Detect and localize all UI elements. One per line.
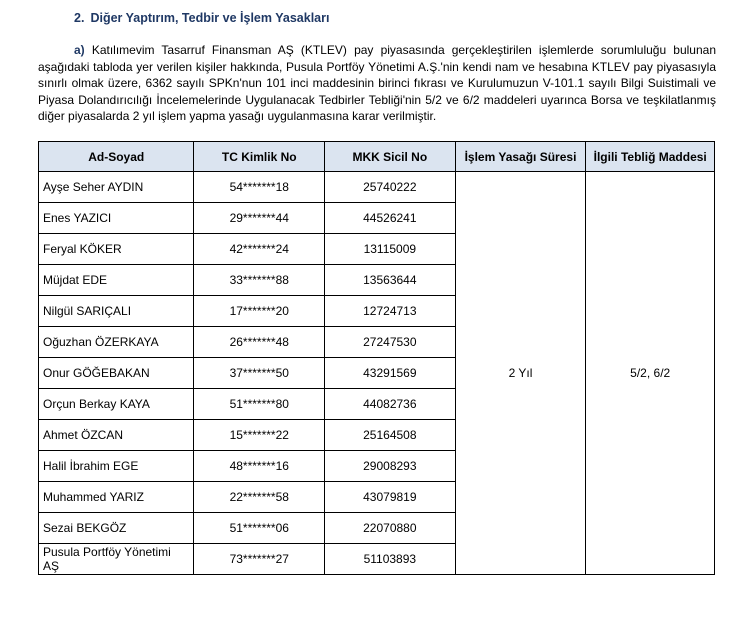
header-ban-duration: İşlem Yasağı Süresi — [455, 142, 586, 172]
cell-ban-duration: 2 Yıl — [455, 172, 586, 575]
cell-mkk-no: 43079819 — [325, 482, 456, 513]
cell-tc-no: 17*******20 — [194, 296, 325, 327]
cell-mkk-no: 27247530 — [325, 327, 456, 358]
cell-tc-no: 15*******22 — [194, 420, 325, 451]
cell-name: Orçun Berkay KAYA — [39, 389, 194, 420]
cell-tc-no: 29*******44 — [194, 203, 325, 234]
header-tc-no: TC Kimlik No — [194, 142, 325, 172]
table-header-row — [39, 142, 715, 172]
paragraph-line: diğer piyasalarda 2 yıl işlem yapma yasağı uygulanmasına karar verilmiştir. — [38, 109, 437, 124]
header-mkk-no: MKK Sicil No — [325, 142, 456, 172]
cell-regulation-article: 5/2, 6/2 — [586, 172, 715, 575]
cell-name: Onur GÖĞEBAKAN — [39, 358, 194, 389]
paragraph-label: a) — [74, 43, 85, 57]
cell-tc-no: 26*******48 — [194, 327, 325, 358]
cell-name: Muhammed YARIZ — [39, 482, 194, 513]
cell-mkk-no: 22070880 — [325, 513, 456, 544]
section-heading — [74, 11, 329, 25]
cell-mkk-no: 44526241 — [325, 203, 456, 234]
cell-mkk-no: 25740222 — [325, 172, 456, 203]
cell-mkk-no: 13563644 — [325, 265, 456, 296]
cell-mkk-no: 43291569 — [325, 358, 456, 389]
cell-tc-no: 51*******80 — [194, 389, 325, 420]
paragraph-line: aşağıdaki tabloda yer verilen kişiler hakkında, Pusula Portföy Yönetimi A.Ş.'nin kendi nam ve hesabına KTLEV pay piyasasıyla — [38, 59, 716, 74]
cell-tc-no: 37*******50 — [194, 358, 325, 389]
cell-tc-no: 54*******18 — [194, 172, 325, 203]
table-row — [39, 172, 715, 203]
cell-tc-no: 48*******16 — [194, 451, 325, 482]
paragraph-line: sınırlı olmak üzere, 6362 sayılı SPKn'nun 101 inci maddesinin birinci fıkrası ve Kurulumuzun V-101.1 sayılı Bilgi Suistimali ve — [38, 76, 716, 91]
cell-mkk-no: 29008293 — [325, 451, 456, 482]
paragraph-line: Piyasa Dolandırıcılığı İncelemelerinde Uygulanacak Tedbirler Tebliği'nin 5/2 ve 6/2 maddeleri uyarınca Borsa ve teşkilatlanmış — [38, 92, 716, 107]
cell-name: Müjdat EDE — [39, 265, 194, 296]
cell-name: Nilgül SARIÇALI — [39, 296, 194, 327]
decision-paragraph — [38, 42, 716, 125]
trading-ban-table — [38, 141, 715, 575]
cell-name: Ahmet ÖZCAN — [39, 420, 194, 451]
cell-name: Feryal KÖKER — [39, 234, 194, 265]
cell-name: Enes YAZICI — [39, 203, 194, 234]
cell-name: Pusula Portföy Yönetimi AŞ — [39, 544, 194, 575]
cell-name: Oğuzhan ÖZERKAYA — [39, 327, 194, 358]
cell-tc-no: 73*******27 — [194, 544, 325, 575]
header-name: Ad-Soyad — [39, 142, 194, 172]
cell-mkk-no: 44082736 — [325, 389, 456, 420]
cell-mkk-no: 25164508 — [325, 420, 456, 451]
cell-mkk-no: 13115009 — [325, 234, 456, 265]
cell-tc-no: 33*******88 — [194, 265, 325, 296]
cell-tc-no: 51*******06 — [194, 513, 325, 544]
section-title: Diğer Yaptırım, Tedbir ve İşlem Yasakları — [90, 11, 330, 25]
header-regulation-article: İlgili Tebliğ Maddesi — [586, 142, 715, 172]
cell-mkk-no: 12724713 — [325, 296, 456, 327]
cell-tc-no: 22*******58 — [194, 482, 325, 513]
cell-name: Ayşe Seher AYDIN — [39, 172, 194, 203]
cell-name: Halil İbrahim EGE — [39, 451, 194, 482]
cell-mkk-no: 51103893 — [325, 544, 456, 575]
paragraph-line: a) Katılımevim Tasarruf Finansman AŞ (KTLEV) pay piyasasında gerçekleştirilen işlemlerde sorumluluğu bulunan — [74, 43, 716, 57]
cell-name: Sezai BEKGÖZ — [39, 513, 194, 544]
cell-tc-no: 42*******24 — [194, 234, 325, 265]
section-number: 2. — [74, 11, 85, 25]
